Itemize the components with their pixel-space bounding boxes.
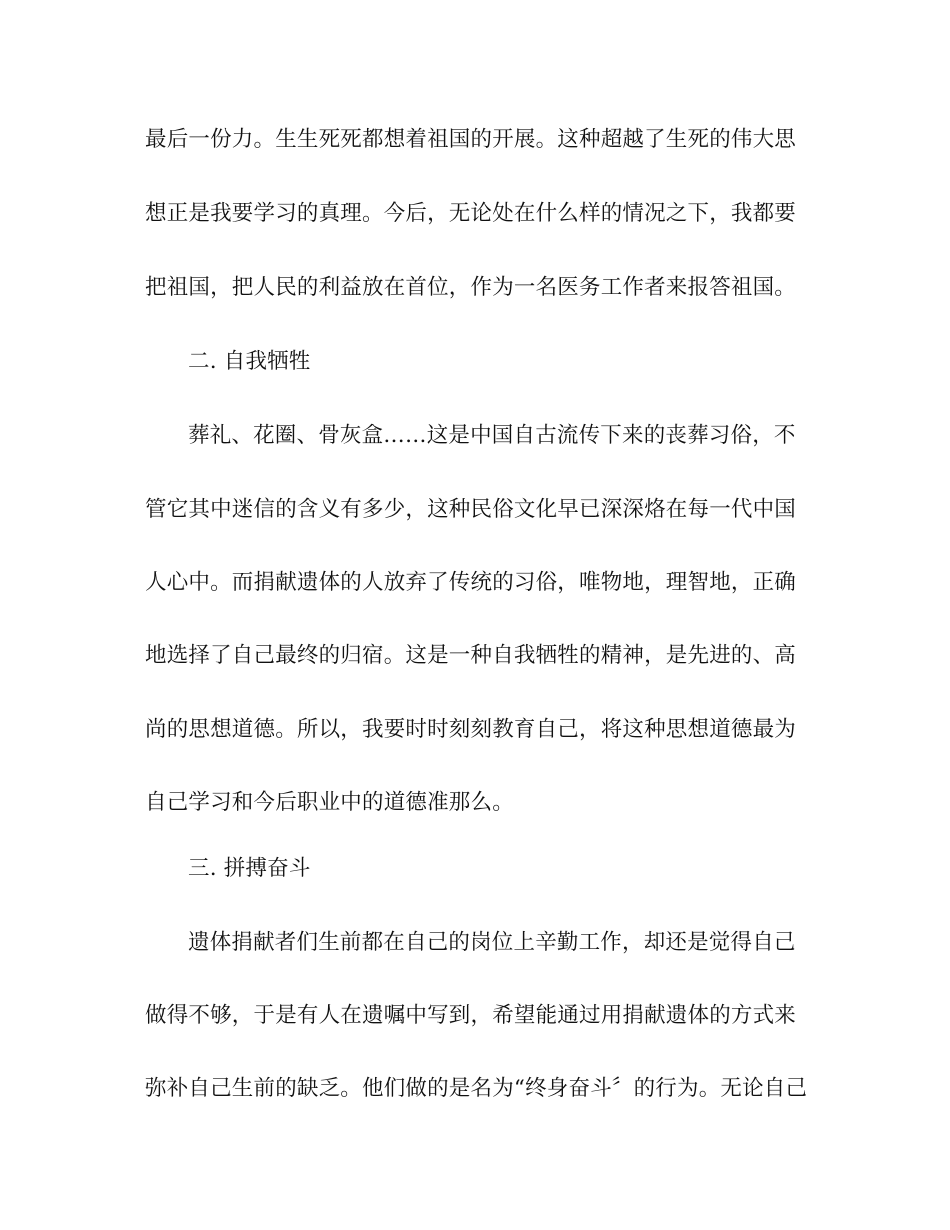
- section-heading: 二. 自我牺牲: [188, 349, 311, 374]
- paragraph-line: 地选择了自己最终的归宿。这是一种自我牺牲的精神，是先进的、高: [145, 643, 797, 668]
- paragraph-line: 自己学习和今后职业中的道德准那么。: [145, 790, 514, 815]
- paragraph-line: 葬礼、花圈、骨灰盒……这是中国自古流传下来的丧葬习俗，不: [188, 423, 796, 448]
- paragraph-line: 管它其中迷信的含义有多少，这种民俗文化早已深深烙在每一代中国: [145, 497, 797, 522]
- section-heading: 三. 拼搏奋斗: [188, 856, 311, 881]
- paragraph-line: 做得不够，于是有人在遗嘱中写到，希望能通过用捐献遗体的方式来: [145, 1003, 797, 1028]
- paragraph-line: 把祖国，把人民的利益放在首位，作为一名医务工作者来报答祖国。: [145, 275, 797, 300]
- paragraph-line: 最后一份力。生生死死都想着祖国的开展。这种超越了生死的伟大思: [145, 127, 797, 152]
- paragraph-line: 遗体捐献者们生前都在自己的岗位上辛勤工作，却还是觉得自己: [188, 930, 796, 955]
- paragraph-line: 尚的思想道德。所以，我要时时刻刻教育自己，将这种思想道德最为: [145, 717, 797, 742]
- paragraph-line: 想正是我要学习的真理。今后，无论处在什么样的情况之下，我都要: [145, 201, 797, 226]
- paragraph-line: 人心中。而捐献遗体的人放弃了传统的习俗，唯物地，理智地，正确: [145, 570, 797, 595]
- paragraph-line: 弥补自己生前的缺乏。他们做的是名为“终身奋斗〞的行为。无论自己: [145, 1076, 808, 1101]
